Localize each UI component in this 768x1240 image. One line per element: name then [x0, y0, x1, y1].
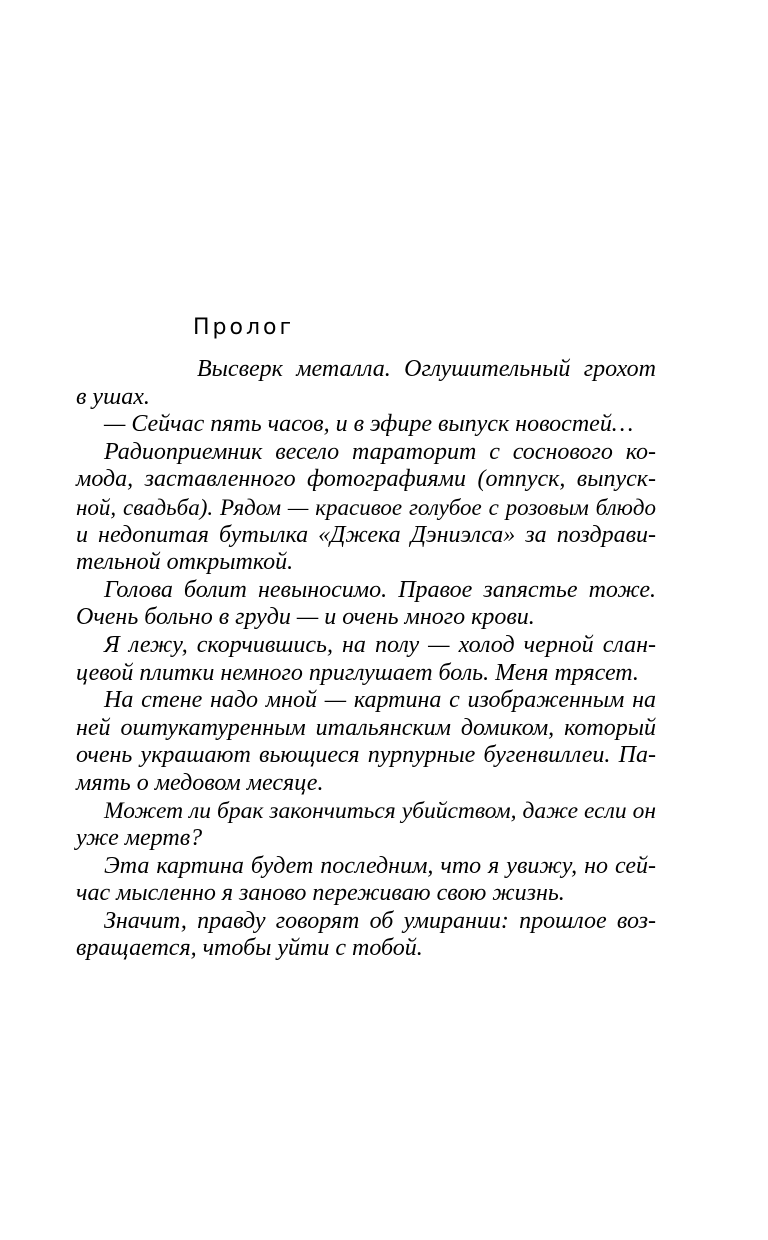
text-line: Эта картина будет последним, что я увижу, но сей- — [104, 852, 656, 879]
chapter-body — [76, 356, 656, 963]
text-line: Высверк металла. Оглушительный грохот — [197, 356, 656, 382]
text-line: ной, свадьба). Рядом — красивое голубое с розовым блюдо — [76, 494, 656, 520]
text-line: и недопитая бутылка «Джека Дэниэлса» за поздрави- — [76, 521, 656, 548]
text-line: час мысленно я заново переживаю свою жизнь. — [76, 880, 565, 907]
text-line: На стене надо мной — картина с изображенным на — [104, 687, 656, 714]
text-line: — Сейчас пять часов, и в эфире выпуск новостей… — [104, 411, 634, 438]
text-line: мять о медовом месяце. — [76, 769, 324, 796]
text-line: ней оштукатуренным итальянским домиком, который — [76, 714, 656, 741]
text-line: вращается, чтобы уйти с тобой. — [76, 935, 423, 962]
text-line: Может ли брак закончиться убийством, даже если он — [104, 797, 656, 824]
text-line: уже мертв? — [76, 825, 203, 852]
text-line: цевой плитки немного приглушает боль. Меня трясет. — [76, 659, 639, 686]
text-line: Голова болит невыносимо. Правое запястье тоже. — [104, 576, 656, 603]
text-line: тельной открыткой. — [76, 549, 294, 576]
text-line: Я лежу, скорчившись, на полу — холод черной слан- — [104, 631, 656, 658]
text-line: мода, заставленного фотографиями (отпуск, выпуск- — [76, 466, 656, 493]
text-line: очень украшают вьющиеся пурпурные бугенвиллеи. Па- — [76, 742, 656, 769]
text-line: Значит, правду говорят об умирании: прошлое воз- — [104, 907, 656, 934]
chapter-title: Пролог — [193, 315, 295, 340]
text-line: Очень больно в груди — и очень много крови. — [76, 604, 535, 631]
text-line: в ушах. — [76, 383, 150, 410]
text-line: Радиоприемник весело тараторит с соснового ко- — [104, 438, 656, 465]
